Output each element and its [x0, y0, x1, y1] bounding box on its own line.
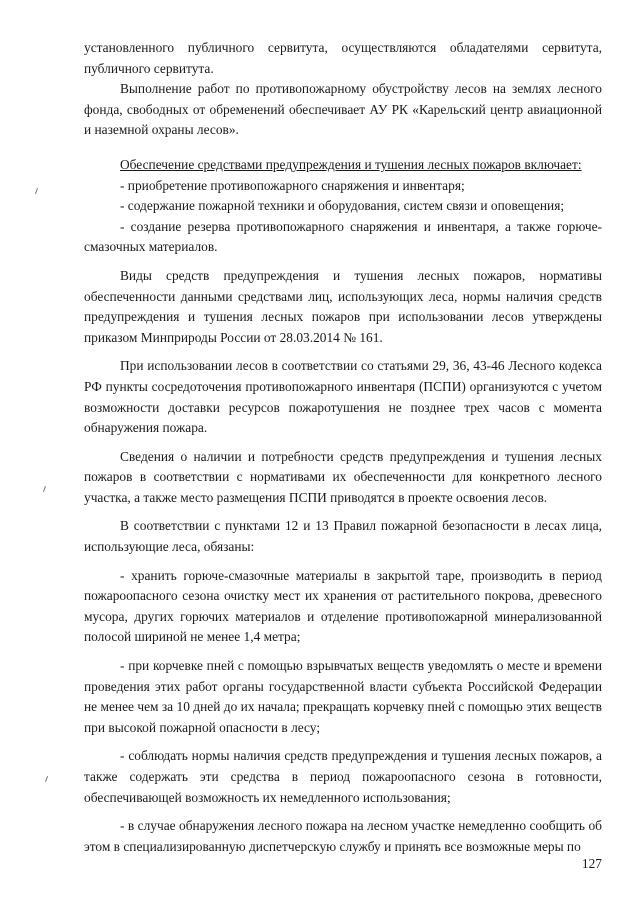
- paragraph-norms-order: Виды средств предупреждения и тушения лесных пожаров, нормативы обеспеченности данными средствами лиц, использующих леса, нормы наличия средств предупреждения и тушения лесных пожаров при использовании лесов утверждены приказом Минприроды России от 28.03.2014 № 161.: [84, 267, 602, 345]
- list-item-maintenance: - содержание пожарной техники и оборудования, систем связи и оповещения;: [120, 198, 565, 214]
- list-item-readiness: - соблюдать нормы наличия средств предупреждения и тушения лесных пожаров, а также содержать эти средства в период пожароопасного сезона в готовности, обеспечивающей возможность их немедленного использования;: [84, 748, 602, 805]
- document-page: [84, 38, 602, 857]
- scan-mark: [45, 776, 48, 782]
- scan-mark: [43, 486, 46, 492]
- paragraph-information: Сведения о наличии и потребности средств предупреждения и тушения лесных пожаров в соответствии с нормативами их обеспеченности для конкретного лесного участка, а также место размещения ПСПИ приводятся в проекте освоения лесов.: [84, 448, 602, 505]
- paragraph-fire-arrangement: Выполнение работ по противопожарному обустройству лесов на землях лесного фонда, свободных от обременений обеспечивает АУ РК «Карельский центр авиационной и наземной охраны лесов».: [84, 81, 602, 138]
- list-item-fuel-storage: - хранить горюче-смазочные материалы в закрытой таре, производить в период пожароопасного сезона очистку мест их хранения от растительного покрова, древесного мусора, других горючих материалов и отделение противопожарной минерализованной полосой шириной не менее 1,4 метра;: [84, 567, 602, 645]
- list-item-fire-report: - в случае обнаружения лесного пожара на лесном участке немедленно сообщить об этом в специализированную диспетчерскую службу и принять все возможные меры по: [84, 818, 602, 854]
- page-number: 127: [581, 856, 602, 871]
- paragraph-rules-intro: В соответствии с пунктами 12 и 13 Правил пожарной безопасности в лесах лица, использующие леса, обязаны:: [84, 518, 602, 555]
- list-item-equipment-purchase: - приобретение противопожарного снаряжения и инвентаря;: [120, 177, 465, 193]
- list-item-stump-removal: - при корчевке пней с помощью взрывчатых веществ уведомлять о месте и времени проведения этих работ органы государственной власти субъекта Российской Федерации не менее чем за 10 дней до их начала; прекращать корчевку пней с помощью этих веществ при высокой пожарной опасности в лесу;: [84, 658, 602, 735]
- list-item-reserve: - создание резерва противопожарного снаряжения и инвентаря, а также горюче-смазочных материалов.: [84, 218, 602, 255]
- scan-mark: [35, 188, 38, 194]
- section-heading-fire-means: Обеспечение средствами предупреждения и тушения лесных пожаров включает:: [120, 156, 582, 172]
- paragraph-pspi: При использовании лесов в соответствии со статьями 29, 36, 43-46 Лесного кодекса РФ пункты сосредоточения противопожарного инвентаря (ПСПИ) организуются с учетом возможности доставки ресурсов пожаротушения не позднее трех часов с момента обнаружения пожара.: [84, 358, 602, 436]
- paragraph-easement-end: установленного публичного сервитута, осуществляются обладателями сервитута, публичного сервитута.: [84, 40, 602, 76]
